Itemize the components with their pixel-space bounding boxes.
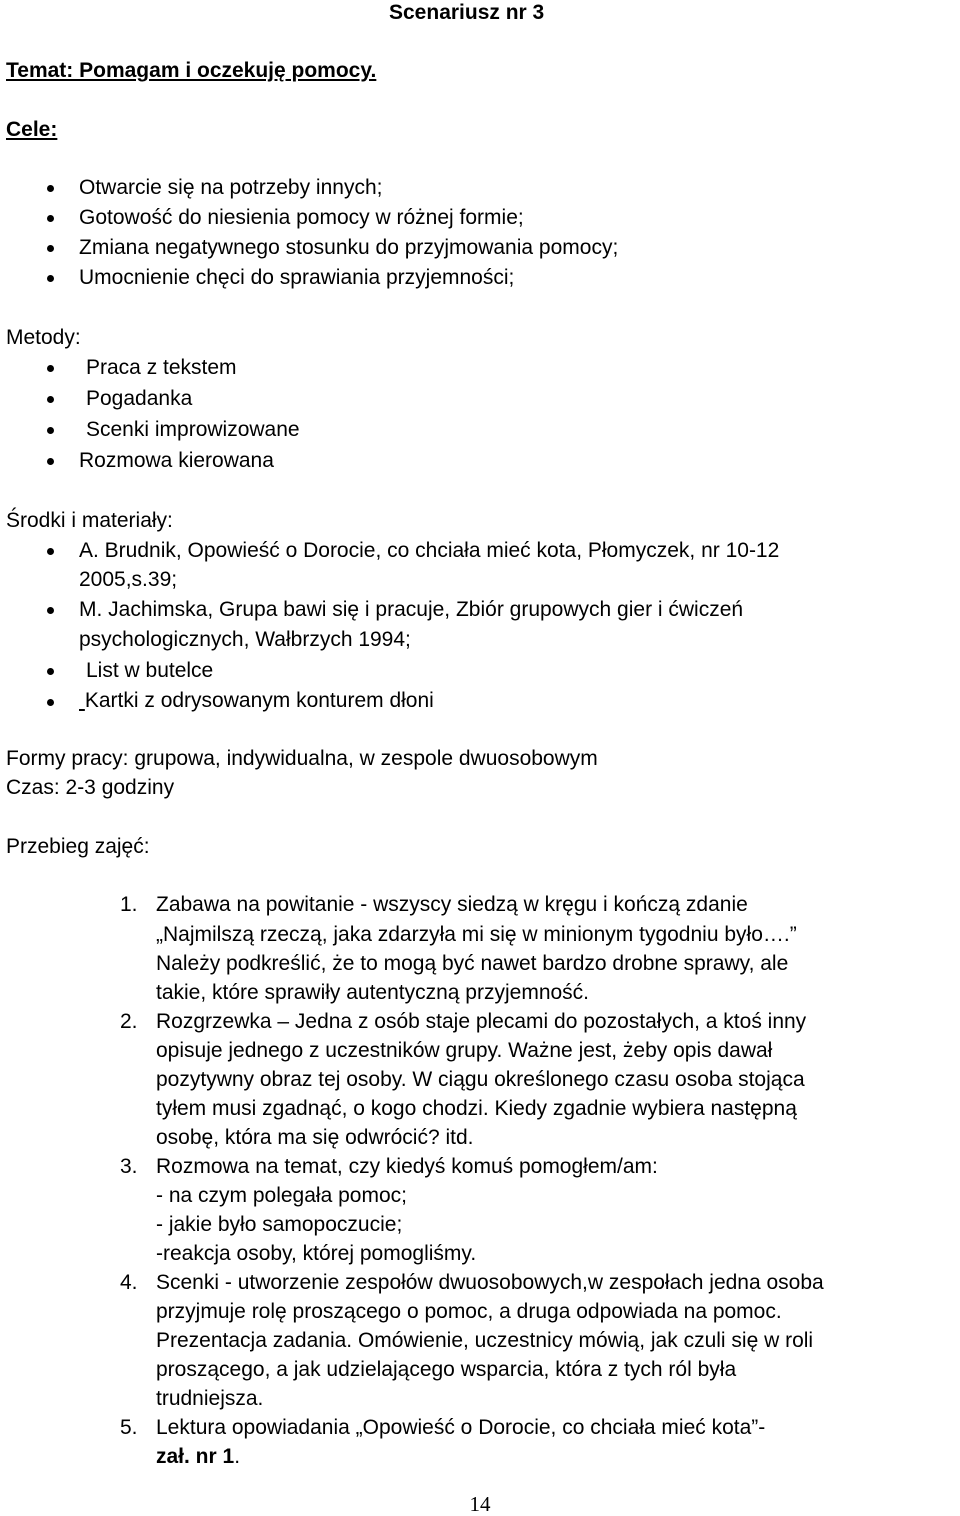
- bullet-icon: [47, 245, 54, 252]
- bullet-icon: [47, 185, 54, 192]
- material-item: List w butelce: [86, 659, 214, 682]
- step-line: proszącego, a jak udzielającego wsparcia, która z tych ról była: [156, 1358, 737, 1381]
- material-item-continued: psychologicznych, Wałbrzych 1994;: [79, 628, 411, 651]
- step-line: pozytywny obraz tej osoby. W ciągu określonego czasu osoba stojąca: [156, 1068, 805, 1091]
- methods-heading: Metody:: [6, 326, 81, 349]
- materials-heading: Środki i materiały:: [6, 509, 173, 532]
- step-number: 5.: [120, 1416, 138, 1439]
- step-line: Zabawa na powitanie - wszyscy siedzą w kręgu i kończą zdanie: [156, 893, 748, 916]
- bullet-icon: [47, 548, 54, 555]
- bullet-icon: [47, 215, 54, 222]
- page-number: 14: [469, 1492, 491, 1516]
- step-line: - jakie było samopoczucie;: [156, 1213, 403, 1236]
- bullet-icon: [47, 458, 54, 465]
- method-item: Rozmowa kierowana: [79, 449, 274, 472]
- step-number: 2.: [120, 1010, 138, 1033]
- bullet-icon: [47, 427, 54, 434]
- step-number: 1.: [120, 893, 138, 916]
- method-item: Pogadanka: [86, 387, 193, 410]
- topic-title: Temat: Pomagam i oczekuję pomocy.: [6, 59, 377, 82]
- goal-item: Otwarcie się na potrzeby innych;: [79, 176, 383, 199]
- step-line: trudniejsza.: [156, 1387, 264, 1410]
- step-line: Rozgrzewka – Jedna z osób staje plecami do pozostałych, a ktoś inny: [156, 1010, 807, 1033]
- bullet-icon: [47, 699, 54, 706]
- goal-item: Zmiana negatywnego stosunku do przyjmowania pomocy;: [79, 236, 619, 259]
- step-line: opisuje jednego z uczestników grupy. Ważne jest, żeby opis dawał: [156, 1039, 773, 1062]
- step-line: Rozmowa na temat, czy kiedyś komuś pomogłem/am:: [156, 1155, 658, 1178]
- step-line: Należy podkreślić, że to mogą być nawet bardzo drobne sprawy, ale: [156, 952, 789, 975]
- bullet-icon: [47, 607, 54, 614]
- step-line-attachment: zał. nr 1.: [156, 1445, 241, 1468]
- time: Czas: 2-3 godziny: [6, 776, 175, 799]
- step-line: „Najmilszą rzeczą, jaka zdarzyła mi się w minionym tygodniu było….”: [156, 923, 797, 946]
- bullet-icon: [47, 275, 54, 282]
- step-number: 4.: [120, 1271, 138, 1294]
- material-item: Kartki z odrysowanym konturem dłoni: [84, 689, 434, 712]
- step-line: osobę, która ma się odwrócić? itd.: [156, 1126, 474, 1149]
- step-line: - na czym polegała pomoc;: [156, 1184, 407, 1207]
- attachment-label: zał. nr 1: [156, 1445, 235, 1468]
- goal-item: Gotowość do niesienia pomocy w różnej formie;: [79, 206, 524, 229]
- step-number: 3.: [120, 1155, 138, 1178]
- bullet-icon: [47, 396, 54, 403]
- step-line: takie, które sprawiły autentyczną przyjemność.: [156, 981, 590, 1004]
- step-line: -reakcja osoby, której pomogliśmy.: [156, 1242, 477, 1265]
- material-item: M. Jachimska, Grupa bawi się i pracuje, Zbiór grupowych gier i ćwiczeń: [79, 598, 744, 621]
- material-item-continued: 2005,s.39;: [79, 568, 178, 591]
- step-line: Prezentacja zadania. Omówienie, uczestnicy mówią, jak czuli się w roli: [156, 1329, 814, 1352]
- step-line: tyłem musi zgadnąć, o kogo chodzi. Kiedy zgadnie wybiera następną: [156, 1097, 797, 1120]
- step-line: Lektura opowiadania „Opowieść o Dorocie, co chciała mieć kota”-: [156, 1416, 766, 1439]
- work-forms: Formy pracy: grupowa, indywidualna, w zespole dwuosobowym: [6, 747, 598, 770]
- method-item: Scenki improwizowane: [86, 418, 300, 441]
- course-heading: Przebieg zajęć:: [6, 835, 150, 858]
- bullet-icon: [47, 668, 54, 675]
- method-item: Praca z tekstem: [86, 356, 237, 379]
- scenario-title: Scenariusz nr 3: [389, 1, 545, 24]
- step-line: Scenki - utworzenie zespołów dwuosobowych,w zespołach jedna osoba: [156, 1271, 824, 1294]
- bullet-icon: [47, 365, 54, 372]
- goals-heading: Cele:: [6, 118, 58, 141]
- goal-item: Umocnienie chęci do sprawiania przyjemności;: [79, 266, 515, 289]
- step-line: przyjmuje rolę proszącego o pomoc, a druga odpowiada na pomoc.: [156, 1300, 782, 1323]
- material-item: A. Brudnik, Opowieść o Dorocie, co chciała mieć kota, Płomyczek, nr 10-12: [79, 539, 780, 562]
